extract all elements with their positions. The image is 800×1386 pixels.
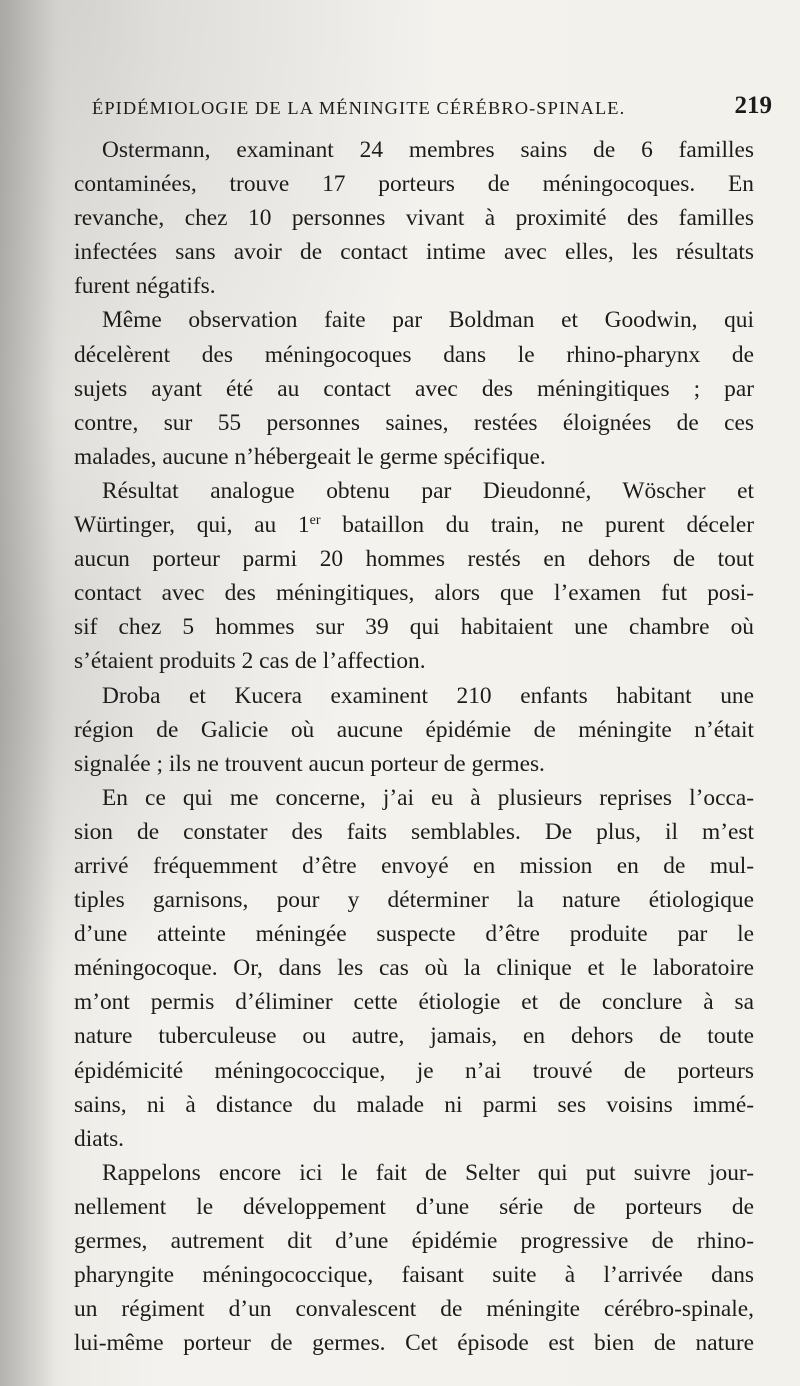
text-line: méningocoque. Or, dans les cas où la clinique et le laboratoire — [74, 955, 754, 982]
text-line: pharyngite méningococcique, faisant suite à l’arrivée dans — [74, 1262, 754, 1289]
text-line: diats. — [74, 1125, 125, 1152]
text-line: contaminées, trouve 17 porteurs de méningocoques. En — [74, 171, 754, 198]
text-line: germes, autrement dit d’une épidémie progressive de rhino- — [74, 1228, 754, 1254]
text-line: arrivé fréquemment d’être envoyé en mission en de mul- — [74, 852, 754, 879]
text-line: Ostermann, examinant 24 membres sains de 6 familles — [102, 137, 754, 163]
text-line: un régiment d’un convalescent de méningite cérébro-spinale, — [74, 1296, 754, 1323]
text-line: m’ont permis d’éliminer cette étiologie et de conclure à sa — [74, 989, 754, 1016]
text-line: région de Galicie où aucune épidémie de méningite n’était — [74, 716, 754, 743]
text-line: signalée ; ils ne trouvent aucun porteur de germes. — [74, 750, 545, 777]
text-line: contact avec des méningitiques, alors que l’examen fut posi- — [74, 580, 754, 607]
text-line: Rappelons encore ici le fait de Selter qui put suivre jour- — [102, 1159, 754, 1186]
text-line: aucun porteur parmi 20 hommes restés en dehors de tout — [74, 546, 754, 573]
text-fragment: bataillon du train, ne purent déceler — [320, 512, 754, 539]
superscript: er — [309, 513, 321, 529]
page-header — [92, 92, 772, 126]
text-line: s’étaient produits 2 cas de l’affection. — [74, 648, 426, 675]
text-line: tiples garnisons, pour y déterminer la nature étiologique — [74, 887, 754, 914]
text-line: furent négatifs. — [74, 273, 216, 300]
text-line: sif chez 5 hommes sur 39 qui habitaient une chambre où — [74, 614, 754, 641]
text-line: nature tuberculeuse ou autre, jamais, en dehors de toute — [74, 1023, 754, 1050]
text-line — [74, 508, 754, 542]
paragraph-boldman-goodwin — [74, 303, 754, 473]
text-line: Droba et Kucera examinent 210 enfants habitant une — [102, 682, 754, 709]
text-line: sujets ayant été au contact avec des méningitiques ; par — [74, 375, 754, 402]
text-line: sion de constater des faits semblables. De plus, il m’est — [74, 818, 754, 845]
paragraph-droba-kucera — [74, 679, 754, 781]
paragraph-dieudonne — [74, 474, 754, 679]
text-line: infectées sans avoir de contact intime avec elles, les résultats — [74, 239, 754, 266]
text-line: contre, sur 55 personnes saines, restées éloignées de ces — [74, 409, 754, 436]
paragraph-selter — [74, 1156, 754, 1361]
text-line: épidémicité méningococcique, je n’ai trouvé de porteurs — [74, 1057, 754, 1084]
text-line: décelèrent des méningocoques dans le rhino-pharynx de — [74, 341, 754, 368]
paragraph-author-experience — [74, 781, 754, 1156]
text-line: sains, ni à distance du malade ni parmi ses voisins immé- — [74, 1091, 754, 1118]
body-text — [74, 133, 754, 1360]
page-number: 219 — [734, 92, 772, 119]
text-line: revanche, chez 10 personnes vivant à proximité des familles — [74, 205, 754, 232]
text-line: Résultat analogue obtenu par Dieudonné, Wöscher et — [102, 477, 754, 504]
running-title: ÉPIDÉMIOLOGIE DE LA MÉNINGITE CÉRÉBRO-SPINALE. — [92, 98, 626, 118]
text-line: lui-même porteur de germes. Cet épisode est bien de nature — [74, 1330, 754, 1357]
binding-shadow — [0, 0, 56, 1386]
paragraph-ostermann — [74, 133, 754, 303]
text-line: nellement le développement d’une série de porteurs de — [74, 1193, 754, 1220]
text-line: d’une atteinte méningée suspecte d’être produite par le — [74, 921, 754, 948]
text-line: En ce qui me concerne, j’ai eu à plusieurs reprises l’occa- — [102, 784, 754, 811]
text-line: malades, aucune n’hébergeait le germe spécifique. — [74, 443, 546, 470]
text-fragment: Würtinger, qui, au 1 — [74, 512, 310, 539]
text-line: Même observation faite par Boldman et Goodwin, qui — [102, 307, 754, 334]
